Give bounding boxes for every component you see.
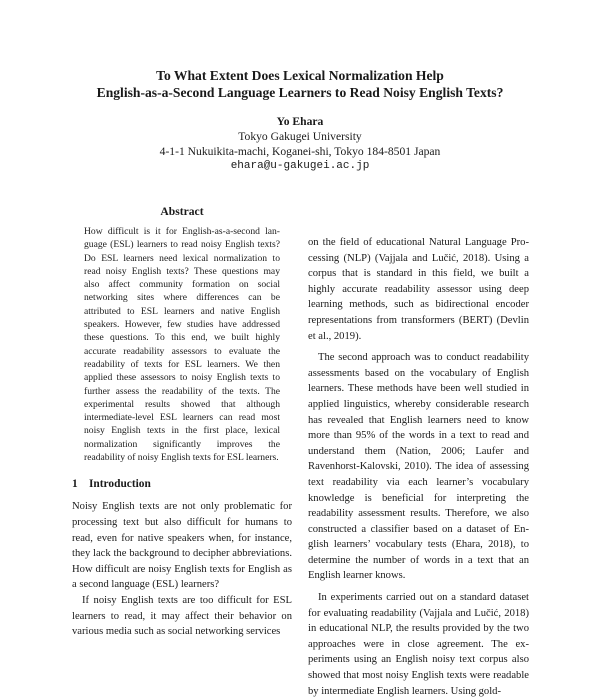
author-affiliation: Tokyo Gakugei University (238, 130, 362, 143)
section-heading-introduction (72, 477, 292, 492)
abstract-heading: Abstract (160, 205, 204, 218)
title-line-1: To What Extent Does Lexical Normalization Help (156, 68, 444, 83)
author-name: Yo Ehara (276, 115, 324, 128)
author-block (40, 114, 560, 174)
title-line-2: English-as-a-Second Language Learners to Read Noisy English Texts? (96, 85, 504, 100)
intro-paragraph-2: If noisy English texts are too difficult for ESL learners to read, it may affect their behavior on various media such as social networking services (72, 594, 292, 638)
author-address: 4-1-1 Nukuikita-machi, Koganei-shi, Tokyo 184-8501 Japan (159, 145, 441, 158)
intro-paragraph-1: Noisy English texts are not only problematic for processing text but also difficult for humans to read, even for native speakers when, for instance, they lack the background to decipher abbreviations. How difficult are noisy English texts for English as a second language (ESL) learners? (72, 501, 292, 591)
paper-title (40, 67, 560, 101)
abstract-text: How difficult is it for English-as-a-second language (ESL) learners to read noisy English texts? Do ESL learners need lexical normalization to read noisy English texts? These questions may also affect community formation on social networking sites where differences can be attributed to ESL learners and native English speakers. However, few studies have addressed these questions. To this end, we built highly accurate readability assessors to evaluate the readability of texts for ESL learners. We then applied these assessors to noisy English texts to further assess the readability of the texts. The experimental results showed that although intermediate-level ESL learners can read most noisy English texts in the first place, lexical normalization significantly improves the readability of noisy English texts for ESL learners. (84, 226, 280, 464)
body-paragraph-2: The second approach was to conduct readability assessments based on the vocabulary of English learners. These methods have been well studied in applied linguistics, whereby considerable research has revealed that English learners need to know more than 95% of the words in a text to read and understand them (Nation, 2006; Laufer and Ravenhorst-Kalovski, 2010). The idea of assessing text readability via each learner’s vocabulary knowledge is beneficial for interpreting the readability assessment results. Therefore, we also constructed a classifier based on a dataset of English learners’ vocabulary tests (Ehara, 2018), to determine the number of words in a text that an English learner knows. (308, 352, 529, 582)
right-column (308, 235, 529, 699)
author-email: ehara@u-gakugei.ac.jp (230, 160, 370, 172)
section-title: Introduction (89, 478, 151, 491)
section-number: 1 (72, 478, 78, 491)
body-paragraph-1: on the field of educational Natural Language Processing (NLP) (Vajjala and Lučić, 2018). Using a corpus that is standard in this field, we built a highly accurate readability assessor using deep learning methods, such as bidirectional encoder representations from transformers (BERT) (Devlin et al., 2019). (308, 237, 529, 342)
body-paragraph-3: In experiments carried out on a standard dataset for evaluating readability (Vajjala and Lučić, 2018) in educational NLP, the results provided by the two approaches were in close agreement. The experiments using an English noisy text corpus also showed that most noisy English texts were readable by intermediate English learners. Using gold- (308, 592, 529, 697)
left-column (72, 204, 292, 640)
